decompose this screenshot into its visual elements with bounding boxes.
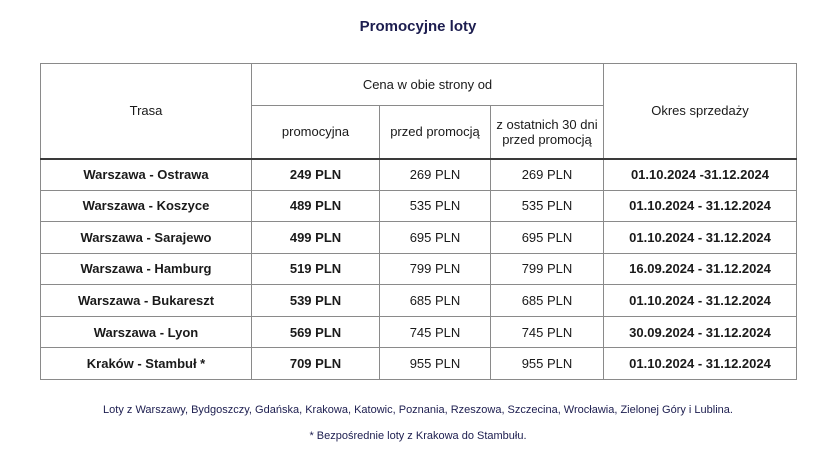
header-price-group: Cena w obie strony od: [252, 64, 604, 106]
sale-period-cell: 01.10.2024 - 31.12.2024: [604, 285, 797, 317]
header-price-last30: [491, 106, 604, 159]
page-title: Promocyjne loty: [359, 18, 477, 35]
price-before-cell: 745 PLN: [380, 316, 491, 348]
table-row: [41, 222, 797, 254]
promo-price-cell: 489 PLN: [252, 190, 380, 222]
header-sale-period: Okres sprzedaży: [604, 64, 797, 159]
table-row: [41, 348, 797, 380]
price-before-cell: 799 PLN: [380, 253, 491, 285]
promo-price-cell: 249 PLN: [252, 159, 380, 191]
sale-period-cell: 01.10.2024 - 31.12.2024: [604, 348, 797, 380]
promo-price-cell: 539 PLN: [252, 285, 380, 317]
header-price-before: przed promocją: [380, 106, 491, 159]
price-last30-cell: 955 PLN: [491, 348, 604, 380]
promo-price-cell: 499 PLN: [252, 222, 380, 254]
route-cell: Kraków - Stambuł *: [41, 348, 252, 380]
price-last30-cell: 535 PLN: [491, 190, 604, 222]
table-row: [41, 159, 797, 191]
promo-flights-table: [40, 63, 797, 380]
sale-period-cell: 01.10.2024 - 31.12.2024: [604, 222, 797, 254]
price-last30-cell: 269 PLN: [491, 159, 604, 191]
footnote: * Bezpośrednie loty z Krakowa do Stambułu.: [309, 430, 527, 442]
price-last30-cell: 745 PLN: [491, 316, 604, 348]
header-last30-line1: z ostatnich 30 dni: [496, 116, 598, 132]
promo-price-cell: 709 PLN: [252, 348, 380, 380]
table-row: [41, 316, 797, 348]
price-last30-cell: 685 PLN: [491, 285, 604, 317]
promo-price-cell: 519 PLN: [252, 253, 380, 285]
header-route: Trasa: [41, 64, 252, 159]
table-row: [41, 190, 797, 222]
price-before-cell: 685 PLN: [380, 285, 491, 317]
header-last30-line2: przed promocją: [502, 131, 592, 147]
sale-period-cell: 01.10.2024 -31.12.2024: [604, 159, 797, 191]
price-before-cell: 695 PLN: [380, 222, 491, 254]
table-row: [41, 253, 797, 285]
price-last30-cell: 695 PLN: [491, 222, 604, 254]
price-before-cell: 535 PLN: [380, 190, 491, 222]
route-cell: Warszawa - Sarajewo: [41, 222, 252, 254]
route-cell: Warszawa - Bukareszt: [41, 285, 252, 317]
route-cell: Warszawa - Lyon: [41, 316, 252, 348]
header-promo-price: promocyjna: [252, 106, 380, 159]
route-cell: Warszawa - Koszyce: [41, 190, 252, 222]
price-before-cell: 269 PLN: [380, 159, 491, 191]
sale-period-cell: 01.10.2024 - 31.12.2024: [604, 190, 797, 222]
sale-period-cell: 16.09.2024 - 31.12.2024: [604, 253, 797, 285]
route-cell: Warszawa - Ostrawa: [41, 159, 252, 191]
sale-period-cell: 30.09.2024 - 31.12.2024: [604, 316, 797, 348]
table-row: [41, 285, 797, 317]
promo-price-cell: 569 PLN: [252, 316, 380, 348]
route-cell: Warszawa - Hamburg: [41, 253, 252, 285]
price-last30-cell: 799 PLN: [491, 253, 604, 285]
price-before-cell: 955 PLN: [380, 348, 491, 380]
cities-note: Loty z Warszawy, Bydgoszczy, Gdańska, Krakowa, Katowic, Poznania, Rzeszowa, Szczecina, Wrocławia, Zielonej Góry i Lublina.: [103, 404, 733, 416]
